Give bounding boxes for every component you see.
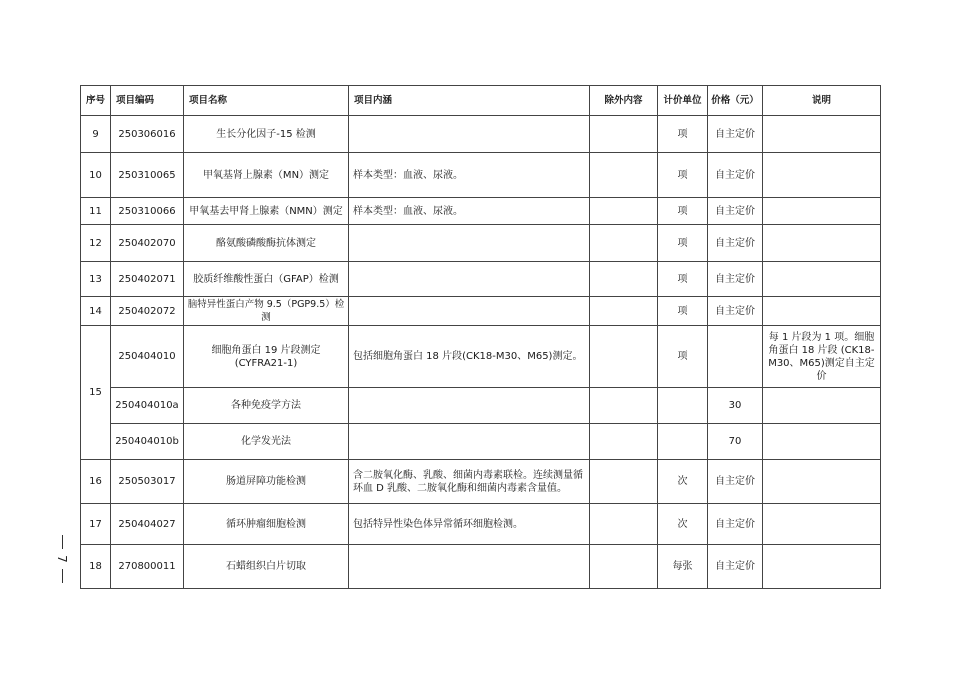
table-row [81, 545, 881, 589]
table-row [81, 460, 881, 504]
table-row [81, 424, 881, 460]
cell-content: 含二胺氧化酶、乳酸、细菌内毒素联检。连续测量循环血 D 乳酸、二胺氧化酶和细菌内毒素含量值。 [349, 460, 590, 504]
cell-code: 250310065 [111, 153, 184, 198]
page-number-dash-top [62, 535, 63, 549]
page-number-value: 7 [55, 555, 69, 563]
cell-code: 250306016 [111, 116, 184, 153]
cell-content [349, 225, 590, 262]
header-price: 价格（元） [708, 86, 763, 116]
cell-content: 包括细胞角蛋白 18 片段(CK18-M30、M65)测定。 [349, 326, 590, 388]
cell-price: 自主定价 [708, 198, 763, 225]
cell-name: 甲氧基去甲肾上腺素（NMN）测定 [184, 198, 349, 225]
cell-unit: 次 [658, 504, 708, 545]
cell-code: 250310066 [111, 198, 184, 225]
cell-note [763, 153, 881, 198]
table-row [81, 225, 881, 262]
cell-code: 250402070 [111, 225, 184, 262]
cell-exclusion [590, 504, 658, 545]
header-seq: 序号 [81, 86, 111, 116]
cell-note [763, 116, 881, 153]
cell-name: 各种免疫学方法 [184, 388, 349, 424]
cell-name: 肠道屏障功能检测 [184, 460, 349, 504]
cell-exclusion [590, 198, 658, 225]
header-content: 项目内涵 [349, 86, 590, 116]
cell-seq: 11 [81, 198, 111, 225]
table-row [81, 116, 881, 153]
cell-content [349, 388, 590, 424]
table-row [81, 388, 881, 424]
cell-price: 自主定价 [708, 545, 763, 589]
page-number-dash-bottom [62, 569, 63, 583]
cell-name: 循环肿瘤细胞检测 [184, 504, 349, 545]
cell-note [763, 297, 881, 326]
cell-code: 250402072 [111, 297, 184, 326]
cell-seq: 10 [81, 153, 111, 198]
table-row [81, 297, 881, 326]
table-row [81, 262, 881, 297]
cell-unit: 项 [658, 297, 708, 326]
cell-unit: 项 [658, 153, 708, 198]
cell-note: 每 1 片段为 1 项。细胞角蛋白 18 片段 (CK18-M30、M65)测定自主定价 [763, 326, 881, 388]
cell-code: 270800011 [111, 545, 184, 589]
cell-unit: 每张 [658, 545, 708, 589]
page-number [52, 535, 72, 583]
header-note: 说明 [763, 86, 881, 116]
cell-price: 自主定价 [708, 504, 763, 545]
cell-note [763, 388, 881, 424]
cell-unit: 项 [658, 326, 708, 388]
cell-unit: 次 [658, 460, 708, 504]
cell-unit [658, 388, 708, 424]
cell-note [763, 225, 881, 262]
cell-note [763, 504, 881, 545]
cell-note [763, 198, 881, 225]
table-row [81, 504, 881, 545]
cell-seq: 9 [81, 116, 111, 153]
cell-name: 脑特异性蛋白产物 9.5（PGP9.5）检测 [184, 297, 349, 326]
cell-exclusion [590, 326, 658, 388]
cell-price: 自主定价 [708, 460, 763, 504]
cell-name: 甲氧基肾上腺素（MN）测定 [184, 153, 349, 198]
cell-content [349, 424, 590, 460]
cell-name: 酪氨酸磷酸酶抗体测定 [184, 225, 349, 262]
cell-exclusion [590, 545, 658, 589]
cell-code: 250404027 [111, 504, 184, 545]
cell-content [349, 262, 590, 297]
cell-unit: 项 [658, 198, 708, 225]
cell-exclusion [590, 153, 658, 198]
cell-price: 自主定价 [708, 262, 763, 297]
header-exclusion: 除外内容 [590, 86, 658, 116]
cell-note [763, 545, 881, 589]
fee-table [80, 85, 881, 589]
cell-content [349, 116, 590, 153]
cell-name: 石蜡组织白片切取 [184, 545, 349, 589]
cell-code: 250402071 [111, 262, 184, 297]
cell-seq: 17 [81, 504, 111, 545]
table-row [81, 198, 881, 225]
cell-name: 生长分化因子-15 检测 [184, 116, 349, 153]
table-header-row [81, 86, 881, 116]
cell-content [349, 545, 590, 589]
cell-note [763, 460, 881, 504]
cell-exclusion [590, 424, 658, 460]
cell-exclusion [590, 225, 658, 262]
cell-name: 胶质纤维酸性蛋白（GFAP）检测 [184, 262, 349, 297]
cell-price: 自主定价 [708, 297, 763, 326]
cell-unit: 项 [658, 225, 708, 262]
cell-name: 化学发光法 [184, 424, 349, 460]
cell-price: 自主定价 [708, 153, 763, 198]
cell-exclusion [590, 262, 658, 297]
cell-code: 250404010 [111, 326, 184, 388]
cell-note [763, 262, 881, 297]
cell-price: 自主定价 [708, 116, 763, 153]
table-row [81, 153, 881, 198]
cell-exclusion [590, 460, 658, 504]
header-unit: 计价单位 [658, 86, 708, 116]
header-code: 项目编码 [111, 86, 184, 116]
cell-unit: 项 [658, 116, 708, 153]
cell-content: 样本类型：血液、尿液。 [349, 198, 590, 225]
header-name: 项目名称 [184, 86, 349, 116]
cell-content: 包括特异性染色体异常循环细胞检测。 [349, 504, 590, 545]
cell-content: 样本类型：血液、尿液。 [349, 153, 590, 198]
cell-note [763, 424, 881, 460]
cell-seq: 12 [81, 225, 111, 262]
cell-seq: 14 [81, 297, 111, 326]
cell-seq: 15 [81, 326, 111, 460]
cell-seq: 18 [81, 545, 111, 589]
cell-unit [658, 424, 708, 460]
cell-price: 自主定价 [708, 225, 763, 262]
cell-name: 细胞角蛋白 19 片段测定 (CYFRA21-1) [184, 326, 349, 388]
cell-exclusion [590, 297, 658, 326]
cell-price: 70 [708, 424, 763, 460]
cell-code: 250404010b [111, 424, 184, 460]
cell-price [708, 326, 763, 388]
cell-seq: 16 [81, 460, 111, 504]
table-row [81, 326, 881, 388]
cell-seq: 13 [81, 262, 111, 297]
cell-code: 250404010a [111, 388, 184, 424]
cell-exclusion [590, 116, 658, 153]
cell-unit: 项 [658, 262, 708, 297]
cell-exclusion [590, 388, 658, 424]
cell-price: 30 [708, 388, 763, 424]
cell-code: 250503017 [111, 460, 184, 504]
cell-content [349, 297, 590, 326]
